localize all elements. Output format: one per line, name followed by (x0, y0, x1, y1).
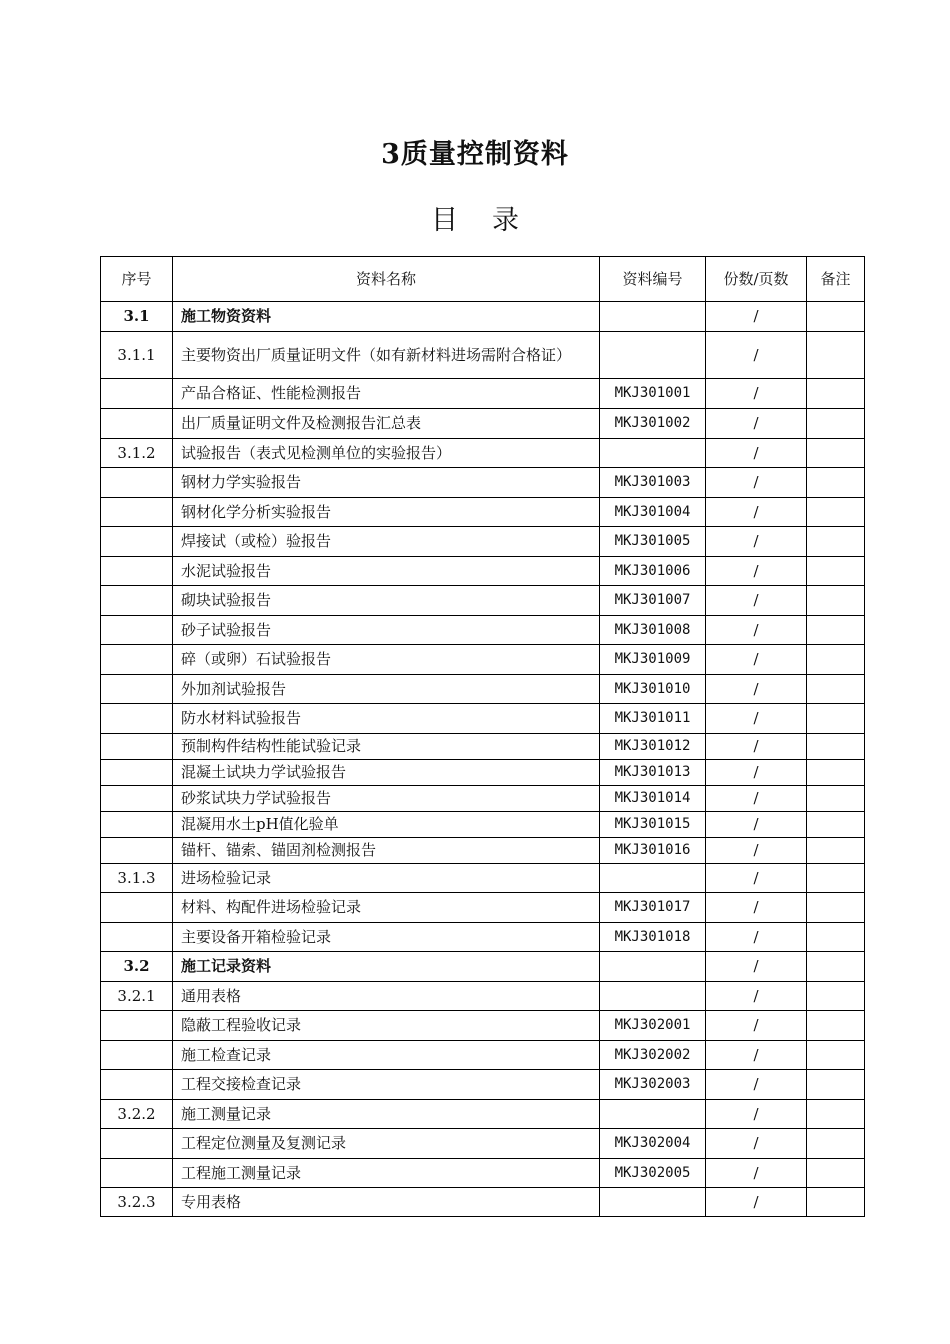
row-code (600, 982, 706, 1011)
row-name: 进场检验记录 (173, 864, 600, 893)
row-name: 工程施工测量记录 (173, 1159, 600, 1188)
table-row (101, 332, 865, 379)
table-body (101, 302, 865, 1217)
row-copies: / (706, 527, 807, 557)
row-seq (101, 586, 173, 616)
row-name: 工程交接检查记录 (173, 1070, 600, 1100)
row-code: MKJ301001 (600, 379, 706, 409)
row-name: 混凝用水土pH值化验单 (173, 812, 600, 838)
row-copies: / (706, 704, 807, 734)
table-row (101, 1129, 865, 1159)
row-name: 专用表格 (173, 1188, 600, 1217)
row-code: MKJ301009 (600, 645, 706, 675)
header-name: 资料名称 (173, 257, 600, 302)
row-remark (807, 1129, 865, 1159)
row-name: 出厂质量证明文件及检测报告汇总表 (173, 409, 600, 439)
row-code: MKJ301011 (600, 704, 706, 734)
row-copies: / (706, 616, 807, 645)
row-name: 施工测量记录 (173, 1100, 600, 1129)
header-seq: 序号 (101, 257, 173, 302)
row-copies: / (706, 893, 807, 923)
row-name: 水泥试验报告 (173, 557, 600, 586)
row-remark (807, 527, 865, 557)
row-seq (101, 1129, 173, 1159)
table-row (101, 1070, 865, 1100)
row-code: MKJ301004 (600, 498, 706, 527)
row-name: 焊接试（或检）验报告 (173, 527, 600, 557)
table-row (101, 893, 865, 923)
row-name: 钢材力学实验报告 (173, 468, 600, 498)
row-copies: / (706, 760, 807, 786)
row-name: 砌块试验报告 (173, 586, 600, 616)
table-row (101, 439, 865, 468)
row-copies: / (706, 332, 807, 379)
row-seq (101, 812, 173, 838)
row-code: MKJ301003 (600, 468, 706, 498)
row-remark (807, 468, 865, 498)
row-remark (807, 557, 865, 586)
row-code: MKJ301016 (600, 838, 706, 864)
row-name: 施工记录资料 (173, 952, 600, 982)
row-name: 砂浆试块力学试验报告 (173, 786, 600, 812)
row-code: MKJ301002 (600, 409, 706, 439)
row-remark (807, 1159, 865, 1188)
row-remark (807, 586, 865, 616)
row-name: 通用表格 (173, 982, 600, 1011)
row-name: 防水材料试验报告 (173, 704, 600, 734)
row-copies: / (706, 675, 807, 704)
row-name: 施工物资资料 (173, 302, 600, 332)
row-code: MKJ301014 (600, 786, 706, 812)
row-seq (101, 760, 173, 786)
table-row (101, 302, 865, 332)
row-code: MKJ302003 (600, 1070, 706, 1100)
row-remark (807, 893, 865, 923)
row-seq: 3.1 (101, 302, 173, 332)
row-code (600, 302, 706, 332)
row-code: MKJ301006 (600, 557, 706, 586)
row-name: 砂子试验报告 (173, 616, 600, 645)
row-code: MKJ301007 (600, 586, 706, 616)
row-code: MKJ302005 (600, 1159, 706, 1188)
row-remark (807, 332, 865, 379)
row-remark (807, 1188, 865, 1217)
row-copies: / (706, 439, 807, 468)
row-name: 产品合格证、性能检测报告 (173, 379, 600, 409)
row-seq (101, 1070, 173, 1100)
row-remark (807, 675, 865, 704)
row-code: MKJ302004 (600, 1129, 706, 1159)
page-title: 3质量控制资料 (381, 139, 569, 170)
row-code: MKJ301017 (600, 893, 706, 923)
row-seq (101, 468, 173, 498)
table-row (101, 1188, 865, 1217)
row-seq: 3.1.3 (101, 864, 173, 893)
row-copies: / (706, 1159, 807, 1188)
table-row (101, 982, 865, 1011)
row-remark (807, 734, 865, 760)
row-code: MKJ301005 (600, 527, 706, 557)
table-row (101, 952, 865, 982)
row-name: 工程定位测量及复测记录 (173, 1129, 600, 1159)
row-name: 钢材化学分析实验报告 (173, 498, 600, 527)
row-copies: / (706, 1011, 807, 1041)
table-row (101, 1041, 865, 1070)
row-code (600, 1100, 706, 1129)
table-header-row (101, 257, 865, 302)
row-seq: 3.2.1 (101, 982, 173, 1011)
row-remark (807, 645, 865, 675)
row-seq: 3.1.1 (101, 332, 173, 379)
row-code: MKJ301008 (600, 616, 706, 645)
row-copies: / (706, 409, 807, 439)
row-copies: / (706, 923, 807, 952)
row-seq (101, 893, 173, 923)
table-row (101, 760, 865, 786)
table-row (101, 379, 865, 409)
row-seq (101, 734, 173, 760)
row-name: 材料、构配件进场检验记录 (173, 893, 600, 923)
row-seq (101, 498, 173, 527)
row-code: MKJ301015 (600, 812, 706, 838)
row-seq: 3.2.2 (101, 1100, 173, 1129)
table-row (101, 864, 865, 893)
row-remark (807, 498, 865, 527)
row-seq: 3.1.2 (101, 439, 173, 468)
row-copies: / (706, 498, 807, 527)
row-remark (807, 1070, 865, 1100)
row-copies: / (706, 557, 807, 586)
row-copies: / (706, 786, 807, 812)
row-code (600, 864, 706, 893)
table-row (101, 786, 865, 812)
row-copies: / (706, 645, 807, 675)
row-remark (807, 982, 865, 1011)
row-copies: / (706, 982, 807, 1011)
row-name: 预制构件结构性能试验记录 (173, 734, 600, 760)
row-name: 外加剂试验报告 (173, 675, 600, 704)
row-name: 试验报告（表式见检测单位的实验报告） (173, 439, 600, 468)
row-remark (807, 409, 865, 439)
row-name: 隐蔽工程验收记录 (173, 1011, 600, 1041)
row-name: 主要物资出厂质量证明文件（如有新材料进场需附合格证） (173, 332, 600, 379)
table-row (101, 409, 865, 439)
row-seq (101, 379, 173, 409)
row-seq (101, 1159, 173, 1188)
row-name: 碎（或卵）石试验报告 (173, 645, 600, 675)
row-code: MKJ301013 (600, 760, 706, 786)
row-remark (807, 1100, 865, 1129)
row-code: MKJ302001 (600, 1011, 706, 1041)
row-name: 主要设备开箱检验记录 (173, 923, 600, 952)
row-seq (101, 409, 173, 439)
table-row (101, 527, 865, 557)
row-code: MKJ302002 (600, 1041, 706, 1070)
row-remark (807, 439, 865, 468)
table-row (101, 498, 865, 527)
row-remark (807, 1041, 865, 1070)
row-remark (807, 616, 865, 645)
table-row (101, 557, 865, 586)
table-row (101, 1159, 865, 1188)
row-remark (807, 952, 865, 982)
row-copies: / (706, 379, 807, 409)
row-seq (101, 704, 173, 734)
row-remark (807, 379, 865, 409)
row-code: MKJ301018 (600, 923, 706, 952)
row-code: MKJ301010 (600, 675, 706, 704)
row-name: 混凝土试块力学试验报告 (173, 760, 600, 786)
row-remark (807, 786, 865, 812)
row-code: MKJ301012 (600, 734, 706, 760)
row-seq (101, 527, 173, 557)
row-copies: / (706, 864, 807, 893)
row-code (600, 1188, 706, 1217)
row-copies: / (706, 1041, 807, 1070)
row-seq (101, 616, 173, 645)
row-name: 锚杆、锚索、锚固剂检测报告 (173, 838, 600, 864)
row-copies: / (706, 1070, 807, 1100)
table-row (101, 1100, 865, 1129)
row-seq (101, 675, 173, 704)
row-seq (101, 1011, 173, 1041)
row-remark (807, 838, 865, 864)
row-copies: / (706, 1100, 807, 1129)
header-copies: 份数/页数 (706, 257, 807, 302)
table-row (101, 586, 865, 616)
row-copies: / (706, 586, 807, 616)
table-row (101, 468, 865, 498)
table-row (101, 645, 865, 675)
row-copies: / (706, 952, 807, 982)
row-remark (807, 812, 865, 838)
row-copies: / (706, 468, 807, 498)
row-remark (807, 864, 865, 893)
row-name: 施工检查记录 (173, 1041, 600, 1070)
table-row (101, 812, 865, 838)
row-code (600, 332, 706, 379)
row-seq (101, 923, 173, 952)
row-seq (101, 786, 173, 812)
table-row (101, 1011, 865, 1041)
row-copies: / (706, 812, 807, 838)
row-copies: / (706, 302, 807, 332)
table-row (101, 923, 865, 952)
table-row (101, 734, 865, 760)
row-copies: / (706, 1188, 807, 1217)
row-seq: 3.2 (101, 952, 173, 982)
row-copies: / (706, 1129, 807, 1159)
header-code: 资料编号 (600, 257, 706, 302)
row-seq (101, 557, 173, 586)
row-seq (101, 838, 173, 864)
row-seq: 3.2.3 (101, 1188, 173, 1217)
header-remark: 备注 (807, 257, 865, 302)
row-code (600, 952, 706, 982)
row-remark (807, 302, 865, 332)
row-remark (807, 704, 865, 734)
table-row (101, 704, 865, 734)
toc-heading: 目录 (431, 205, 553, 236)
table-row (101, 616, 865, 645)
table-row (101, 838, 865, 864)
row-remark (807, 1011, 865, 1041)
row-code (600, 439, 706, 468)
row-seq (101, 645, 173, 675)
toc-table (100, 256, 865, 1217)
row-remark (807, 760, 865, 786)
row-copies: / (706, 838, 807, 864)
table-row (101, 675, 865, 704)
row-remark (807, 923, 865, 952)
row-copies: / (706, 734, 807, 760)
row-seq (101, 1041, 173, 1070)
